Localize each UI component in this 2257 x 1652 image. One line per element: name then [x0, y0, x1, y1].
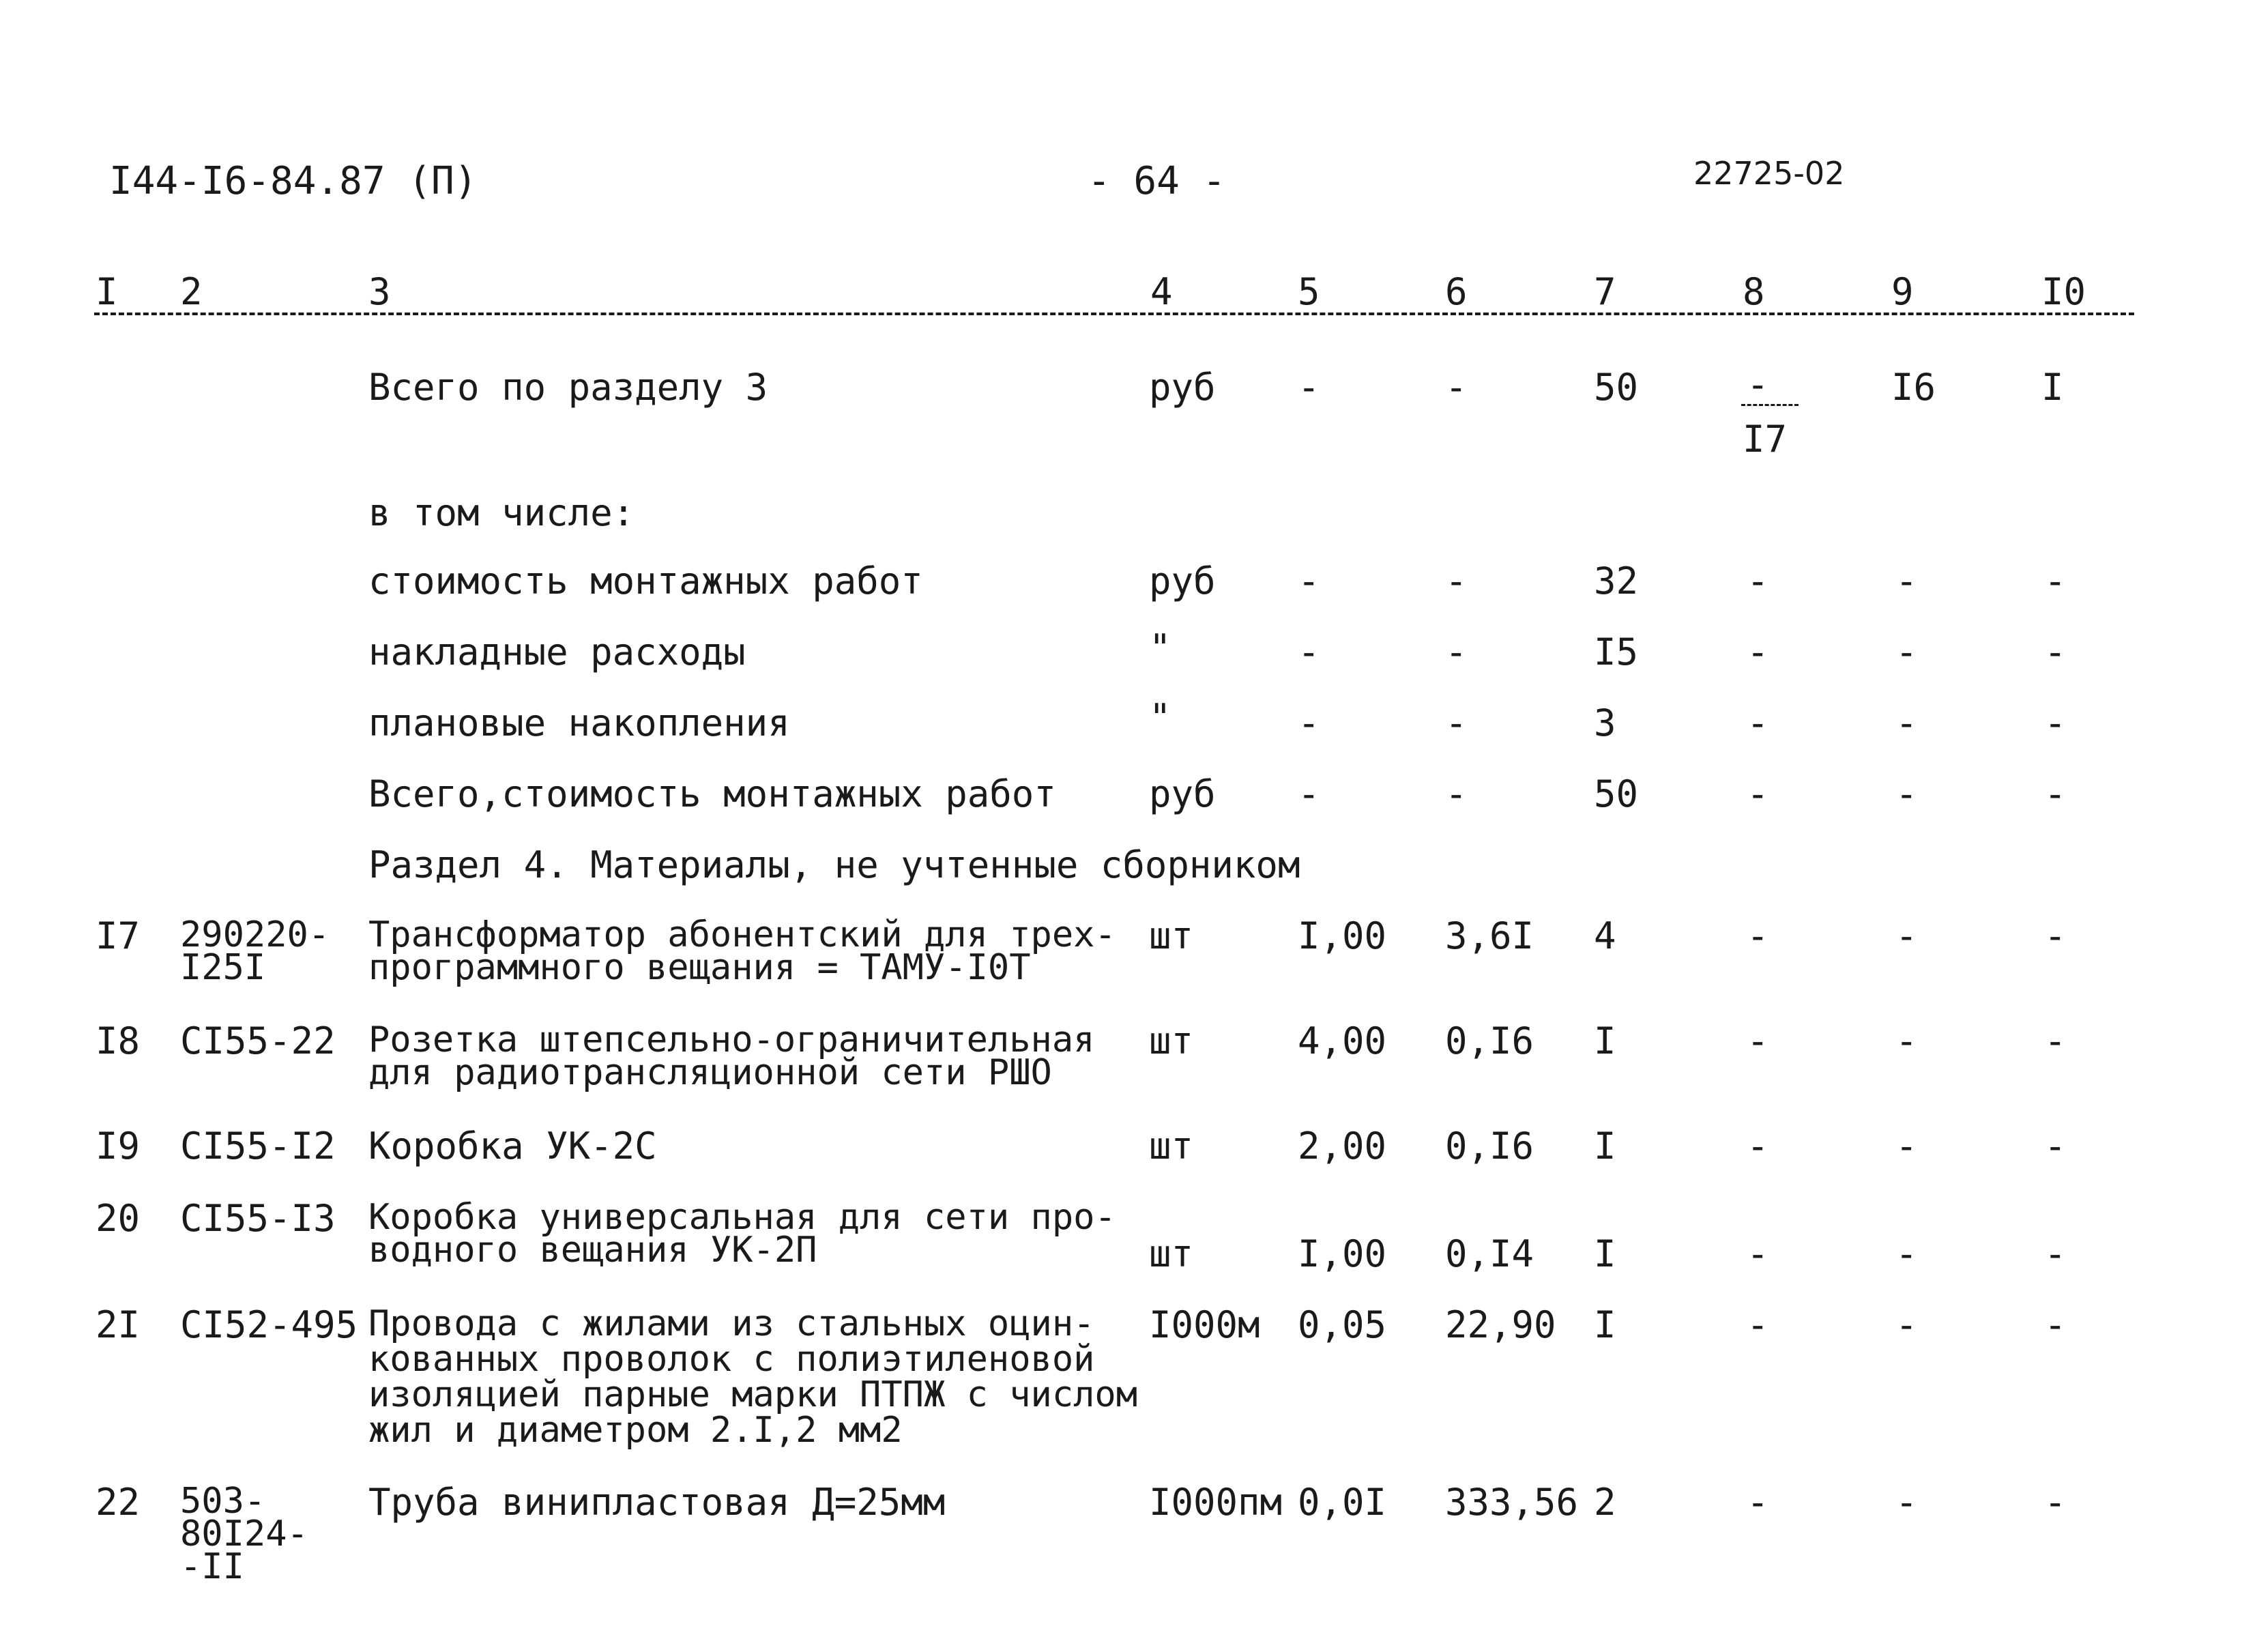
row-col10: - — [2044, 1019, 2067, 1062]
section4-title: Раздел 4. Материалы, не учтенные сборником — [368, 843, 1300, 886]
column-header-9: 9 — [1891, 270, 1914, 313]
row-col6: - — [1445, 701, 1468, 744]
row-col9: - — [1895, 1303, 1918, 1346]
row-unit: " — [1149, 626, 1171, 669]
row-col8-bottom: I7 — [1743, 418, 1788, 461]
row-code: I25I — [180, 947, 266, 988]
row-unit: руб — [1149, 772, 1216, 815]
row-col8: - — [1747, 772, 1769, 815]
row-col10: - — [2044, 1232, 2067, 1275]
row-number: 20 — [96, 1197, 141, 1240]
row-unit: шт — [1149, 1125, 1194, 1168]
row-col9: - — [1895, 1019, 1918, 1062]
row-name: Труба винипластовая Д=25мм — [368, 1481, 946, 1524]
row-name: кованных проволок с полиэтиленовой — [368, 1339, 1095, 1380]
row-col7: I — [1594, 1125, 1616, 1168]
row-col9: - — [1895, 701, 1918, 744]
row-name: Коробка УК-2С — [368, 1125, 657, 1168]
row-col10: - — [2044, 772, 2067, 815]
row-col8: - — [1747, 560, 1769, 603]
row-price: 0,I6 — [1445, 1019, 1534, 1062]
column-header-2: 2 — [180, 270, 203, 313]
row-quantity: I,00 — [1298, 914, 1387, 957]
fraction-line — [1741, 404, 1799, 406]
row-name: накладные расходы — [368, 631, 746, 673]
row-number: I7 — [96, 914, 141, 957]
row-unit: руб — [1149, 560, 1216, 603]
row-name: Розетка штепсельно-ограничительная — [368, 1019, 1095, 1060]
row-quantity: 2,00 — [1298, 1125, 1387, 1168]
column-header-10: I0 — [2041, 270, 2086, 313]
handwritten-reference: 22725-02 — [1693, 155, 1845, 192]
row-name: Коробка универсальная для сети про- — [368, 1197, 1116, 1238]
row-price: 0,I6 — [1445, 1125, 1534, 1168]
row-col10: - — [2044, 560, 2067, 603]
row-col9: - — [1895, 1481, 1918, 1524]
row-unit: шт — [1149, 1019, 1194, 1062]
row-price: 22,90 — [1445, 1303, 1556, 1346]
row-quantity: 0,05 — [1298, 1303, 1387, 1346]
row-col7: 2 — [1594, 1481, 1616, 1524]
row-number: 22 — [96, 1481, 141, 1524]
row-col6: - — [1445, 560, 1468, 603]
row-name: Трансформатор абонентский для трех- — [368, 914, 1116, 955]
row-col5: - — [1298, 366, 1320, 409]
row-col8: - — [1747, 1125, 1769, 1168]
row-unit: I000пм — [1149, 1481, 1283, 1524]
row-quantity: I,00 — [1298, 1232, 1387, 1275]
row-quantity: 0,0I — [1298, 1481, 1387, 1524]
row-col10: - — [2044, 1481, 2067, 1524]
column-header-8: 8 — [1743, 270, 1765, 313]
row-code: CI55-22 — [180, 1019, 336, 1062]
page-number: - 64 - — [1088, 159, 1226, 203]
row-col9: - — [1895, 772, 1918, 815]
row-col10: I — [2041, 366, 2064, 409]
row-name: плановые накопления — [368, 701, 790, 744]
column-header-6: 6 — [1445, 270, 1468, 313]
row-number: I9 — [96, 1125, 141, 1168]
row-unit: шт — [1149, 914, 1194, 957]
row-col10: - — [2044, 1303, 2067, 1346]
document-code: I44-I6-84.87 (П) — [109, 159, 478, 203]
row-price: 3,6I — [1445, 914, 1534, 957]
column-header-1: I — [96, 270, 118, 313]
row-price: 0,I4 — [1445, 1232, 1534, 1275]
row-name: для радиотрансляционной сети РШО — [368, 1052, 1052, 1093]
row-number: 2I — [96, 1303, 141, 1346]
column-header-5: 5 — [1298, 270, 1320, 313]
row-col10: - — [2044, 631, 2067, 673]
row-col5: - — [1298, 631, 1320, 673]
row-col10: - — [2044, 914, 2067, 957]
row-col8: - — [1747, 1303, 1769, 1346]
row-name: программного вещания = ТАМУ-I0Т — [368, 947, 1031, 988]
header-rule — [94, 313, 2134, 315]
row-col9: - — [1895, 1232, 1918, 1275]
row-col8: - — [1747, 631, 1769, 673]
row-col8: - — [1747, 1019, 1769, 1062]
row-col5: - — [1298, 701, 1320, 744]
row-col7: I5 — [1594, 631, 1639, 673]
row-col7: 50 — [1594, 772, 1639, 815]
row-col9: - — [1895, 1125, 1918, 1168]
row-unit: шт — [1149, 1232, 1194, 1275]
row-unit: I000м — [1149, 1303, 1260, 1346]
row-col7: 3 — [1594, 701, 1616, 744]
row-col10: - — [2044, 701, 2067, 744]
row-name: стоимость монтажных работ — [368, 560, 923, 603]
row-price: 333,56 — [1445, 1481, 1579, 1524]
row-unit: руб — [1149, 366, 1216, 409]
row-name: Всего,стоимость монтажных работ — [368, 772, 1056, 815]
row-code: CI55-I3 — [180, 1197, 336, 1240]
column-header-3: 3 — [368, 270, 391, 313]
row-col6: - — [1445, 772, 1468, 815]
row-code: -II — [180, 1546, 244, 1587]
row-col6: - — [1445, 366, 1468, 409]
row-quantity: 4,00 — [1298, 1019, 1387, 1062]
row-code: 290220- — [180, 914, 330, 955]
including-label: в том числе: — [368, 491, 635, 534]
row-col8: - — [1747, 914, 1769, 957]
row-code: 503- — [180, 1481, 266, 1522]
row-name: Провода с жилами из стальных оцин- — [368, 1303, 1095, 1344]
column-header-4: 4 — [1150, 270, 1173, 313]
row-col10: - — [2044, 1125, 2067, 1168]
row-name: жил и диаметром 2.I,2 мм2 — [368, 1410, 903, 1451]
row-col7: I — [1594, 1232, 1616, 1275]
row-col7: I — [1594, 1303, 1616, 1346]
row-col5: - — [1298, 560, 1320, 603]
row-col5: - — [1298, 772, 1320, 815]
row-code: 80I24- — [180, 1513, 308, 1554]
row-col9: I6 — [1891, 366, 1936, 409]
row-col9: - — [1895, 914, 1918, 957]
row-number: I8 — [96, 1019, 141, 1062]
row-col8: - — [1747, 701, 1769, 744]
row-col8-top: - — [1747, 363, 1769, 406]
row-unit: " — [1149, 696, 1171, 739]
row-code: CI55-I2 — [180, 1125, 336, 1168]
row-col7: I — [1594, 1019, 1616, 1062]
row-col8: - — [1747, 1232, 1769, 1275]
row-col6: - — [1445, 631, 1468, 673]
row-col8: - — [1747, 1481, 1769, 1524]
row-col9: - — [1895, 560, 1918, 603]
row-name: изоляцией парные марки ПТПЖ с числом — [368, 1374, 1138, 1415]
row-col7: 32 — [1594, 560, 1639, 603]
row-col9: - — [1895, 631, 1918, 673]
column-header-7: 7 — [1594, 270, 1616, 313]
row-col7: 50 — [1594, 366, 1639, 409]
row-name: Всего по разделу 3 — [368, 366, 768, 409]
row-name: водного вещания УК-2П — [368, 1230, 817, 1271]
row-code: CI52-495 — [180, 1303, 358, 1346]
row-col7: 4 — [1594, 914, 1616, 957]
